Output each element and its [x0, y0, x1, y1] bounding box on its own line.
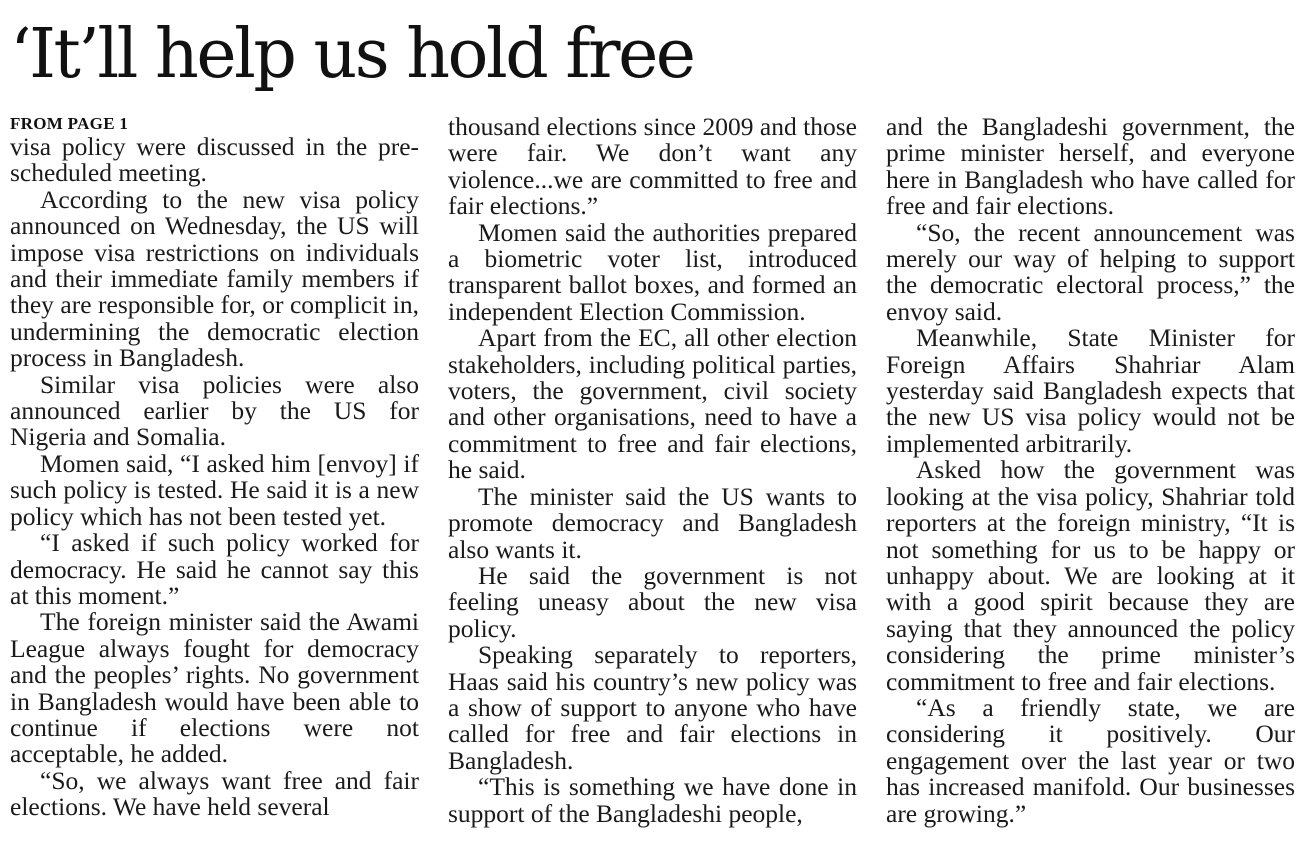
paragraph: Momen said the authorities prepared a biometric voter list, introduced transparent ballot boxes, and formed an independent Election Commission. [448, 217, 857, 326]
article-column-3 [886, 114, 1295, 827]
paragraph: “I asked if such policy worked for democracy. He said he cannot say this at this moment.” [10, 528, 419, 610]
paragraph: Momen said, “I asked him [envoy] if such policy is tested. He said it is a new policy which has not been tested yet. [10, 448, 419, 531]
paragraph: The foreign minister said the Awami League always fought for democracy and the peoples’ rights. No government in Bangladesh would have been able to continue if elections were not acceptable, he added. [10, 607, 419, 769]
paragraph: The minister said the US wants to promote democracy and Bangladesh also wants it. [448, 481, 857, 564]
paragraph: Speaking separately to reporters, Haas said his country’s new policy was a show of support to anyone who have called for free and fair elections in Bangladesh. [448, 640, 857, 775]
headline: ‘It’ll help us hold free [10, 15, 694, 94]
paragraph: and the Bangladeshi government, the prime minister herself, and everyone here in Bangladesh who have called for free and fair elections. [886, 112, 1295, 221]
paragraph: “This is something we have done in support of the Bangladeshi people, [448, 772, 857, 828]
article-column-1 [10, 114, 419, 821]
paragraph: According to the new visa policy announced on Wednesday, the US will impose visa restrictions on individuals and their immediate family members if they are responsible for, or complicit in, undermining the democratic election process in Bangladesh. [10, 184, 419, 373]
paragraph: thousand elections since 2009 and those were fair. We don’t want any violence...we are committed to free and fair elections.” [448, 112, 857, 221]
paragraph: “As a friendly state, we are considering it positively. Our engagement over the last year or two has increased manifold. Our businesses are growing.” [886, 692, 1295, 828]
paragraph: Asked how the government was looking at the visa policy, Shahriar told reporters at the foreign ministry, “It is not something for us to be happy or unhappy about. We are looking at it with a good spirit because they are saying that they announced the policy considering the prime minister’s commitment to free and fair elections. [886, 455, 1295, 696]
paragraph: Apart from the EC, all other election stakeholders, including political parties, voters, the government, civil society and other organisations, need to have a commitment to free and fair elections, he said. [448, 323, 857, 485]
paragraph: “So, we always want free and fair elections. We have held several [10, 765, 419, 822]
paragraph: visa policy were discussed in the pre-scheduled meeting. [10, 132, 419, 188]
paragraph: Similar visa policies were also announced earlier by the US for Nigeria and Somalia. [10, 369, 419, 452]
article-column-2 [448, 114, 857, 827]
continued-from-label: FROM PAGE 1 [10, 114, 129, 133]
paragraph: “So, the recent announcement was merely our way of helping to support the democratic electoral process,” the envoy said. [886, 217, 1295, 326]
paragraph: Meanwhile, State Minister for Foreign Affairs Shahriar Alam yesterday said Bangladesh expects that the new US visa policy would not be implemented arbitrarily. [886, 323, 1295, 458]
paragraph: He said the government is not feeling uneasy about the new visa policy. [448, 560, 857, 643]
